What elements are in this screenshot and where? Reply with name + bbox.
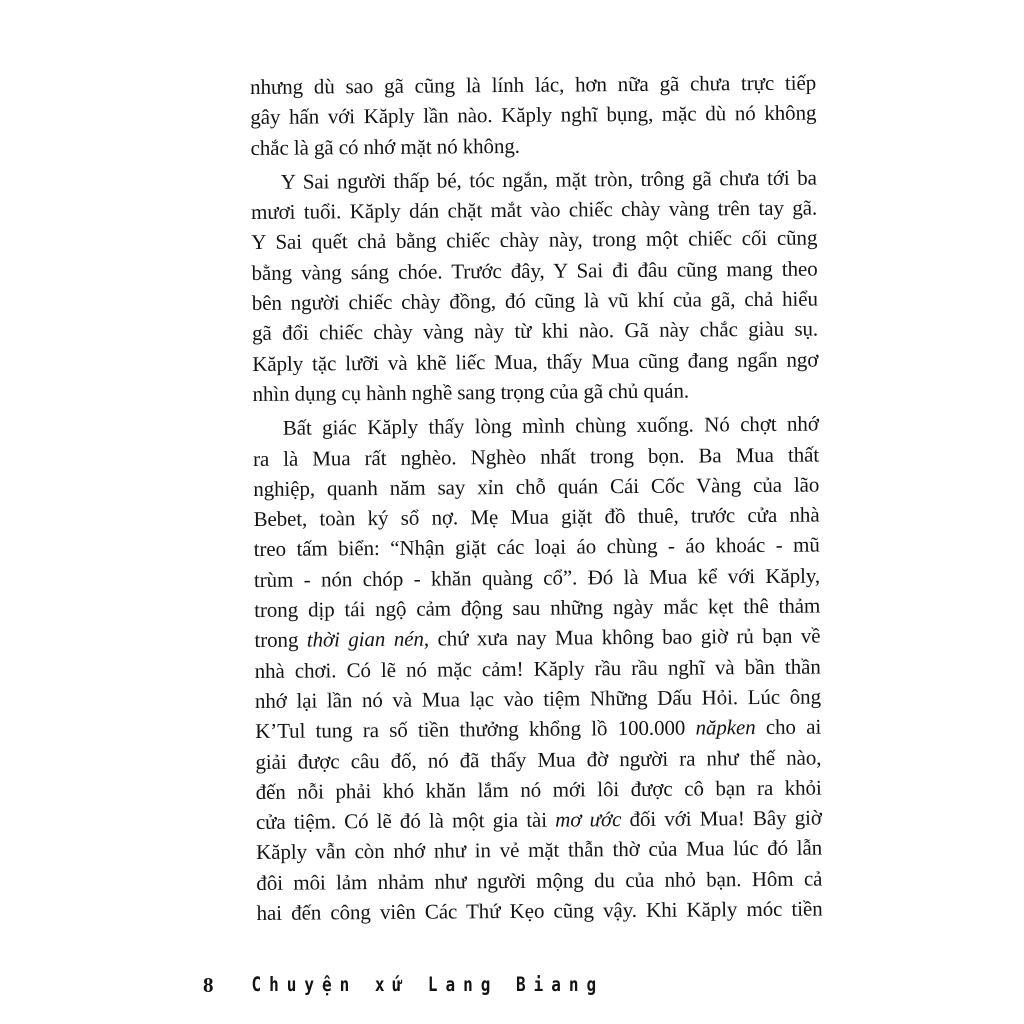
text-line: nhớ lại lần nó và Mua lạc vào tiệm Những Dấu Hỏi. Lúc ông (254, 684, 822, 713)
text-line: chắc là gã có nhớ mặt nó không. (250, 133, 520, 160)
text-line: nhìn dụng cụ hành nghề sang trọng của gã chủ quán. (252, 378, 690, 406)
text-line: nghiệp, quanh năm say xỉn chỗ quán Cái Cốc Vàng của lão (253, 472, 820, 501)
page-footer (203, 973, 604, 998)
text-line: mươi tuổi. Kăply dán chặt mắt vào chiếc chày vàng trên tay gã. (251, 195, 818, 225)
text-line: trùm - nón chóp - khăn quàng cổ”. Đó là Mua kể với Kăply, (253, 563, 821, 592)
text-line: hai đến công viên Các Thứ Kẹo cũng vậy. Khi Kăply móc tiền (256, 896, 823, 925)
text-line: gây hấn với Kăply lần nào. Kăply nghĩ bụng, mặc dù nó không (250, 100, 817, 130)
paragraph (253, 409, 823, 928)
text-line: treo tấm biển: “Nhận giặt các loại áo chùng - áo khoác - mũ (253, 532, 820, 562)
text-line: đôi môi lảm nhảm như người mộng du của nhỏ bạn. Hôm cả (256, 866, 823, 895)
text-line: cửa tiệm. Có lẽ đó là một gia tài mơ ước đối với Mua! Bây giờ (255, 805, 822, 835)
text-line: gã đổi chiếc chày vàng này từ khi nào. Gã này chắc giàu sụ. (251, 316, 819, 346)
text-line: giải được câu đố, nó đã thấy Mua đờ người ra như thế nào, (255, 745, 822, 774)
text-line: trong dịp tái ngộ cảm động sau những ngày mắc kẹt thê thảm (254, 593, 821, 623)
text-line: nhà chơi. Có lẽ nó mặc cảm! Kăply rầu rầu nghĩ và bần thần (254, 654, 821, 683)
text-line: nhưng dù sao gã cũng là lính lác, hơn nữa gã chưa trực tiếp (250, 70, 817, 99)
text-line: trong thời gian nén, chứ xưa nay Mua không bao giờ rủ bạn về (254, 623, 821, 653)
text-line: K’Tul tung ra số tiền thưởng khổng lồ 100.000 năpken cho ai (255, 714, 822, 744)
page-number: 8 (203, 973, 214, 997)
paragraph (250, 68, 817, 163)
paragraph (251, 162, 819, 409)
text-line: Kăply vẫn còn nhớ như in vẻ mặt thẫn thờ của Mua lúc đó lẫn (256, 835, 823, 865)
text-line: Y Sai quết chả bằng chiếc chày này, trong một chiếc cối cũng (251, 226, 818, 255)
text-block (250, 68, 823, 929)
text-line: bên người chiếc chày đồng, đó cũng là vũ khí của gã, chả hiểu (251, 286, 818, 316)
text-line: bằng vàng sáng chóe. Trước đây, Y Sai đi đâu cũng mang theo (251, 256, 818, 285)
text-line: ra là Mua rất nghèo. Nghèo nhất trong bọn. Ba Mua thất (252, 442, 820, 471)
text-line: đến nỗi phải khó khăn lắm nó mới lôi được cô bạn ra khỏi (255, 775, 822, 804)
text-line: Bất giác Kăply thấy lòng mình chùng xuống. Nó chợt nhớ (282, 411, 819, 441)
text-line: Bebet, toàn ký sổ nợ. Mẹ Mua giặt đồ thuê, trước cửa nhà (253, 502, 820, 532)
book-title: Chuyện xứ Lang Biang (251, 973, 605, 996)
text-line: Kăply tặc lưỡi và khẽ liếc Mua, thấy Mua cũng đang ngẩn ngơ (252, 347, 819, 376)
text-line: Y Sai người thấp bé, tóc ngắn, mặt tròn, trông gã chưa tới ba (280, 165, 817, 194)
